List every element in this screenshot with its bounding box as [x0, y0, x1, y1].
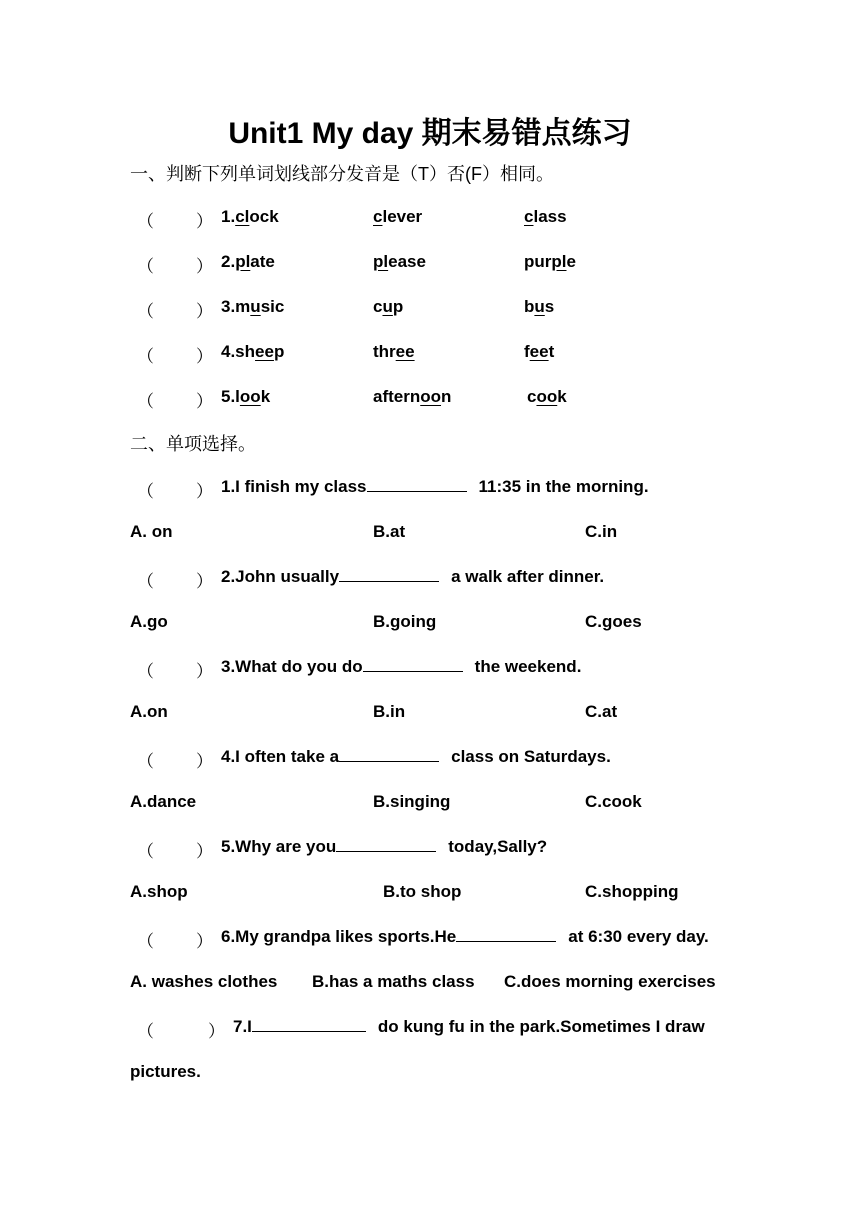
paren-close: ）: [196, 482, 213, 501]
option-a: A.go: [130, 612, 168, 631]
option-b: B.at: [373, 522, 406, 541]
option-b: B.in: [373, 702, 406, 721]
word-2: cup: [373, 297, 404, 316]
option-c: C.shopping: [585, 882, 679, 901]
option-c: C.does morning exercises: [504, 972, 716, 991]
paren-close: ）: [196, 572, 213, 591]
word-1: 3.music: [221, 297, 285, 316]
paren-open: （: [137, 302, 154, 321]
option-a: A.shop: [130, 882, 188, 901]
word-1: 4.sheep: [221, 342, 285, 361]
option-b: B.to shop: [383, 882, 462, 901]
word-1: 5.look: [221, 387, 271, 406]
paren-close: ）: [208, 1022, 225, 1041]
paren-close: ）: [196, 842, 213, 861]
word-3: class: [524, 207, 567, 226]
option-c: C.in: [585, 522, 618, 541]
paren-open: （: [137, 347, 154, 366]
paren-close: ）: [196, 932, 213, 951]
section2-heading: 二、单项选择。: [130, 434, 256, 454]
option-c: C.goes: [585, 612, 642, 631]
word-3: cook: [527, 387, 567, 406]
question-stem: 5.Why are you today,Sally?: [221, 837, 548, 856]
answer-blank[interactable]: [456, 927, 556, 942]
paren-close: ）: [196, 662, 213, 681]
option-a: A. on: [130, 522, 173, 541]
word-2: clever: [373, 207, 423, 226]
paren-close: ）: [196, 257, 213, 276]
paren-close: ）: [196, 752, 213, 771]
word-3: purple: [524, 252, 576, 271]
answer-blank[interactable]: [336, 837, 436, 852]
question-stem: 2.John usually a walk after dinner.: [221, 567, 605, 586]
paren-open: （: [137, 257, 154, 276]
option-c: C.at: [585, 702, 618, 721]
question-stem: 1.I finish my class 11:35 in the morning.: [221, 477, 649, 496]
paren-open: （: [137, 482, 154, 501]
paren-close: ）: [196, 302, 213, 321]
paren-open: （: [137, 1022, 154, 1041]
paren-open: （: [137, 392, 154, 411]
paren-close: ）: [196, 392, 213, 411]
option-a: A. washes clothes: [130, 972, 278, 991]
answer-blank[interactable]: [363, 657, 463, 672]
answer-blank[interactable]: [252, 1017, 366, 1032]
answer-blank[interactable]: [339, 567, 439, 582]
paren-open: （: [137, 212, 154, 231]
paren-open: （: [137, 662, 154, 681]
word-2: afternoon: [373, 387, 452, 406]
option-c: C.cook: [585, 792, 642, 811]
option-b: B.going: [373, 612, 437, 631]
paren-close: ）: [196, 347, 213, 366]
question-stem: 7.I do kung fu in the park.Sometimes I draw: [233, 1017, 705, 1036]
section1-heading: 一、判断下列单词划线部分发音是（T）否(F）相同。: [130, 164, 554, 184]
paren-open: （: [137, 572, 154, 591]
option-a: A.on: [130, 702, 168, 721]
question-continuation: pictures.: [130, 1062, 201, 1081]
word-2: please: [373, 252, 426, 271]
page-title: Unit1 My day 期末易错点练习: [228, 117, 632, 150]
option-a: A.dance: [130, 792, 197, 811]
option-b: B.singing: [373, 792, 451, 811]
answer-blank[interactable]: [339, 747, 439, 762]
word-1: 2.plate: [221, 252, 275, 271]
paren-open: （: [137, 932, 154, 951]
word-2: three: [373, 342, 415, 361]
question-stem: 6.My grandpa likes sports.He at 6:30 every day.: [221, 927, 709, 946]
option-b: B.has a maths class: [312, 972, 475, 991]
paren-close: ）: [196, 212, 213, 231]
word-3: feet: [524, 342, 555, 361]
paren-open: （: [137, 842, 154, 861]
paren-open: （: [137, 752, 154, 771]
word-3: bus: [524, 297, 555, 316]
answer-blank[interactable]: [367, 477, 467, 492]
question-stem: 4.I often take a class on Saturdays.: [221, 747, 611, 766]
word-1: 1.clock: [221, 207, 279, 226]
question-stem: 3.What do you do the weekend.: [221, 657, 582, 676]
